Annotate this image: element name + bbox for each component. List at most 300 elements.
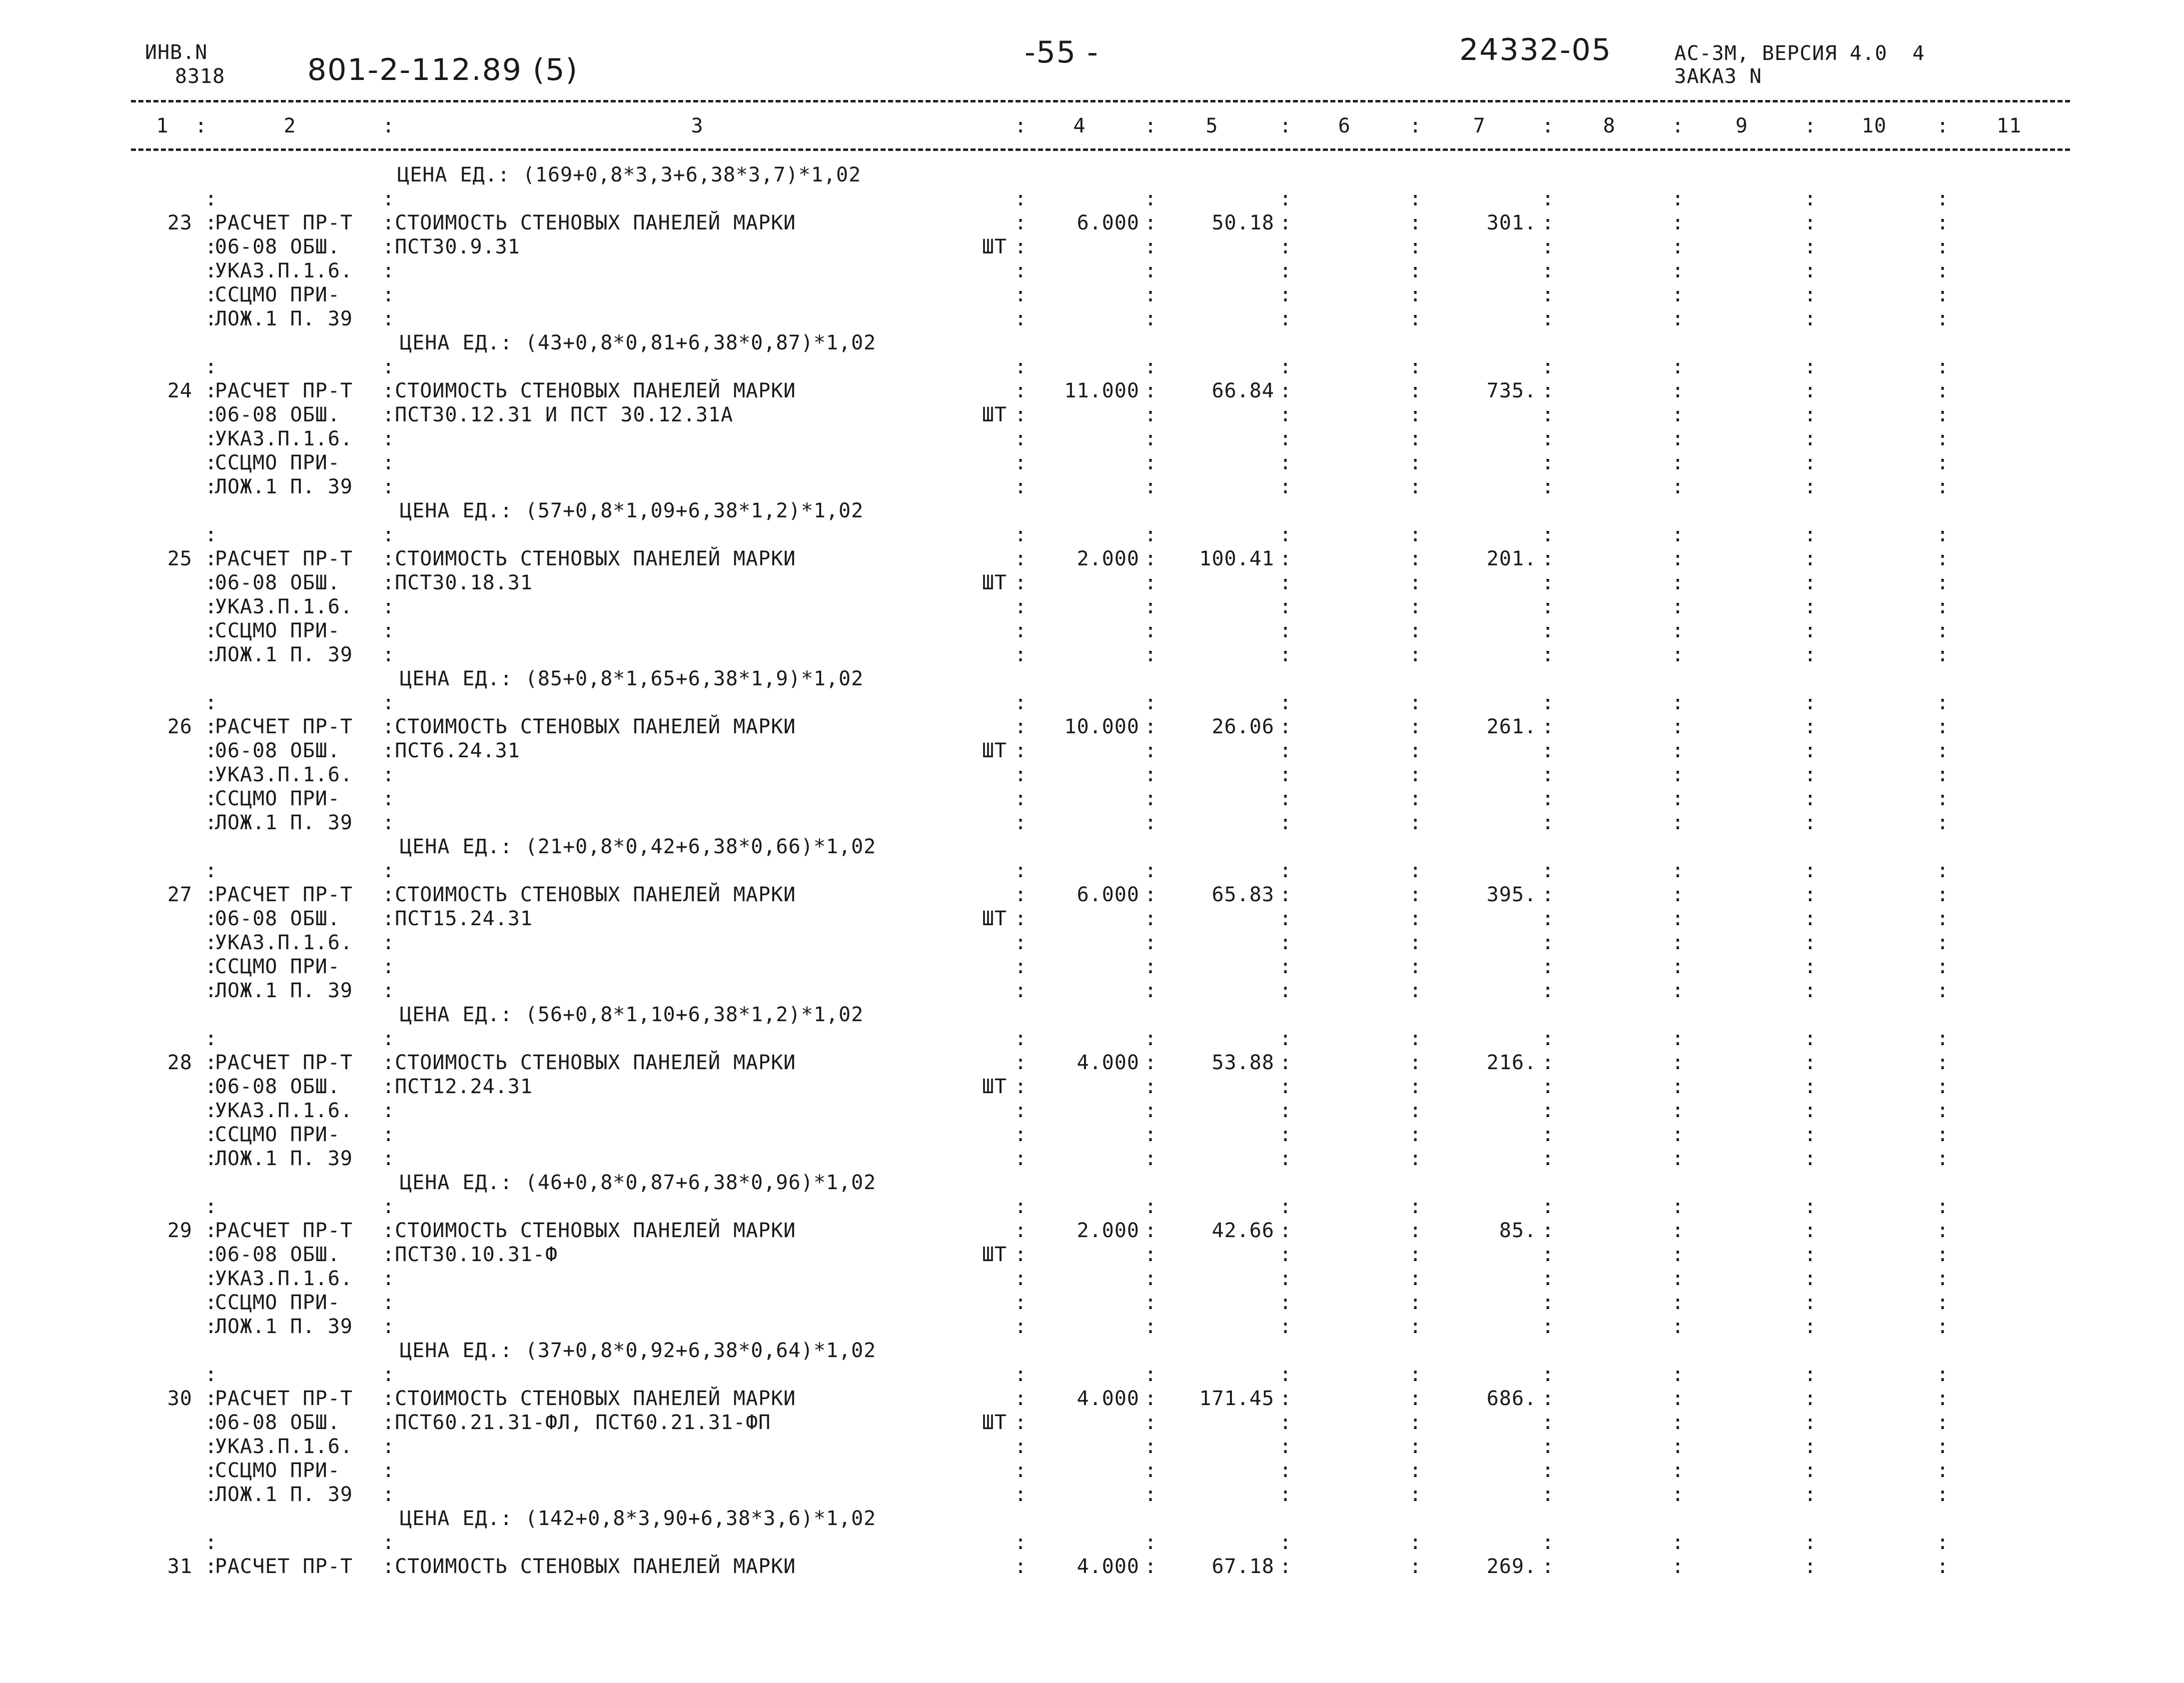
column-separator: : — [1672, 787, 1684, 810]
basis-text: 06-08 ОБШ. — [215, 403, 340, 426]
basis-text: РАСЧЕТ ПР-Т — [215, 883, 353, 906]
column-separator: : — [1279, 859, 1292, 882]
column-separator: : — [1015, 1483, 1027, 1506]
column-separator: : — [1015, 907, 1027, 930]
column-separator: : — [205, 259, 217, 282]
column-separator: : — [205, 1051, 217, 1074]
column-separator: : — [1937, 907, 1949, 930]
column-separator: : — [1937, 451, 1949, 474]
column-separator: : — [1542, 1051, 1554, 1074]
column-separator: : — [205, 1435, 217, 1458]
column-separator: : — [1937, 1483, 1949, 1506]
column-separator: : — [1672, 259, 1684, 282]
column-separator: : — [1937, 619, 1949, 642]
column-separator: : — [1672, 547, 1684, 570]
column-separator: : — [1144, 1051, 1157, 1074]
description-text: ПСТ30.18.31 — [395, 571, 533, 594]
description-text: СТОИМОСТЬ СТЕНОВЫХ ПАНЕЛЕЙ МАРКИ — [395, 1387, 796, 1410]
column-separator: : — [382, 355, 395, 378]
column-separator: : — [1144, 1363, 1157, 1386]
column-separator: : — [1542, 114, 1554, 137]
column-separator: : — [1804, 571, 1817, 594]
column-separator: : — [1144, 595, 1157, 618]
column-separator: : — [205, 235, 217, 258]
column-separator: : — [1409, 715, 1422, 738]
column-separator: : — [1672, 1363, 1684, 1386]
column-separator: : — [1279, 1195, 1292, 1218]
column-separator: : — [205, 1555, 217, 1578]
column-separator: : — [1672, 1459, 1684, 1482]
column-separator: : — [1144, 1243, 1157, 1266]
column-separator: : — [205, 1363, 217, 1386]
column-separator: : — [1542, 355, 1554, 378]
column-separator: : — [1672, 307, 1684, 330]
column-separator: : — [1144, 1531, 1157, 1554]
column-separator: : — [1672, 355, 1684, 378]
column-separator: : — [205, 811, 217, 834]
column-separator: : — [1279, 763, 1292, 786]
column-separator: : — [195, 114, 207, 137]
column-separator: : — [1409, 1027, 1422, 1050]
column-separator: : — [1542, 1291, 1554, 1314]
column-separator: : — [1015, 1411, 1027, 1434]
column-separator: : — [1409, 931, 1422, 954]
column-separator: : — [1279, 595, 1292, 618]
unit-text: ШТ — [982, 235, 1007, 258]
column-separator: : — [1542, 523, 1554, 546]
column-separator: : — [382, 595, 395, 618]
column-separator: : — [1937, 1195, 1949, 1218]
description-text: ПСТ6.24.31 — [395, 739, 520, 762]
column-separator: : — [1672, 451, 1684, 474]
basis-text: ЛОЖ.1 П. 39 — [215, 1315, 353, 1338]
column-separator: : — [1279, 403, 1292, 426]
column-separator: : — [382, 1435, 395, 1458]
column-separator: : — [205, 643, 217, 666]
column-separator: : — [1542, 1531, 1554, 1554]
column-separator: : — [1672, 715, 1684, 738]
column-separator: : — [1804, 1075, 1817, 1098]
column-separator: : — [1804, 1411, 1817, 1434]
description-text: СТОИМОСТЬ СТЕНОВЫХ ПАНЕЛЕЙ МАРКИ — [395, 883, 796, 906]
column-separator: : — [1144, 979, 1157, 1002]
column-separator: : — [1672, 1195, 1684, 1218]
document-number: 24332-05 — [1459, 32, 1612, 67]
column-separator: : — [1144, 811, 1157, 834]
column-separator: : — [1409, 1243, 1422, 1266]
column-separator: : — [1409, 403, 1422, 426]
column-separator: : — [1937, 379, 1949, 402]
column-separator: : — [1672, 691, 1684, 714]
column-separator: : — [1672, 907, 1684, 930]
quantity-value: 4.000 — [1077, 1051, 1139, 1074]
column-separator: : — [1279, 739, 1292, 762]
column-separator: : — [1804, 114, 1817, 137]
column-separator: : — [382, 643, 395, 666]
column-separator: : — [1804, 1027, 1817, 1050]
column-separator: : — [1542, 595, 1554, 618]
basis-text: ЛОЖ.1 П. 39 — [215, 1483, 353, 1506]
column-separator: : — [205, 1219, 217, 1242]
column-separator: : — [1279, 355, 1292, 378]
column-separator: : — [1279, 379, 1292, 402]
column-separator: : — [1542, 211, 1554, 234]
column-separator: : — [1804, 283, 1817, 306]
column-separator: : — [1144, 1219, 1157, 1242]
unit-text: ШТ — [982, 1075, 1007, 1098]
column-separator: : — [1144, 451, 1157, 474]
column-separator: : — [205, 355, 217, 378]
column-separator: : — [1015, 1051, 1027, 1074]
column-separator: : — [1804, 1315, 1817, 1338]
column-separator: : — [1015, 1315, 1027, 1338]
description-text: СТОИМОСТЬ СТЕНОВЫХ ПАНЕЛЕЙ МАРКИ — [395, 715, 796, 738]
description-text: СТОИМОСТЬ СТЕНОВЫХ ПАНЕЛЕЙ МАРКИ — [395, 1219, 796, 1242]
quantity-value: 4.000 — [1077, 1387, 1139, 1410]
column-separator: : — [1804, 1243, 1817, 1266]
column-separator: : — [1279, 1267, 1292, 1290]
column-separator: : — [1144, 235, 1157, 258]
column-separator: : — [1144, 1411, 1157, 1434]
column-separator: : — [1015, 1459, 1027, 1482]
column-separator: : — [382, 451, 395, 474]
column-separator: : — [1937, 283, 1949, 306]
basis-text: УКАЗ.П.1.6. — [215, 595, 353, 618]
column-separator: : — [1015, 523, 1027, 546]
column-separator: : — [382, 811, 395, 834]
quantity-value: 6.000 — [1077, 211, 1139, 234]
column-separator: : — [1144, 355, 1157, 378]
column-separator: : — [205, 619, 217, 642]
column-separator: : — [1804, 1459, 1817, 1482]
column-separator: : — [1672, 1435, 1684, 1458]
column-separator: : — [1015, 427, 1027, 450]
column-separator: : — [1937, 1027, 1949, 1050]
column-separator: : — [1409, 1195, 1422, 1218]
column-separator: : — [1409, 1483, 1422, 1506]
column-separator: : — [1279, 1123, 1292, 1146]
column-separator: : — [382, 1363, 395, 1386]
column-separator: : — [1409, 1075, 1422, 1098]
column-separator: : — [1144, 403, 1157, 426]
page-number: -55 - — [1025, 35, 1099, 70]
column-separator: : — [1937, 1363, 1949, 1386]
column-separator: : — [1542, 955, 1554, 978]
column-separator: : — [382, 211, 395, 234]
column-separator: : — [1015, 259, 1027, 282]
item-number: 24 — [167, 379, 192, 402]
column-separator: : — [1937, 355, 1949, 378]
column-separator: : — [1542, 1243, 1554, 1266]
column-separator: : — [1015, 955, 1027, 978]
column-separator: : — [1409, 1555, 1422, 1578]
column-separator: : — [1015, 283, 1027, 306]
column-separator: : — [1015, 187, 1027, 210]
column-separator: : — [205, 883, 217, 906]
column-separator: : — [1804, 1267, 1817, 1290]
column-separator: : — [1015, 763, 1027, 786]
unit-price-value: 50.18 — [1211, 211, 1274, 234]
column-separator: : — [382, 1099, 395, 1122]
column-separator: : — [1279, 691, 1292, 714]
basis-text: УКАЗ.П.1.6. — [215, 1435, 353, 1458]
column-separator: : — [1542, 571, 1554, 594]
basis-text: 06-08 ОБШ. — [215, 1243, 340, 1266]
column-separator: : — [382, 523, 395, 546]
column-separator: : — [1279, 643, 1292, 666]
column-separator: : — [1804, 523, 1817, 546]
column-separator: : — [1279, 1075, 1292, 1098]
quantity-value: 2.000 — [1077, 547, 1139, 570]
column-separator: : — [1672, 643, 1684, 666]
column-separator: : — [1937, 979, 1949, 1002]
column-separator: : — [1804, 811, 1817, 834]
column-separator: : — [1672, 931, 1684, 954]
column-separator: : — [1409, 763, 1422, 786]
column-separator: : — [1937, 114, 1949, 137]
column-separator: : — [1937, 187, 1949, 210]
quantity-value: 6.000 — [1077, 883, 1139, 906]
item-number: 28 — [167, 1051, 192, 1074]
column-separator: : — [1144, 883, 1157, 906]
column-separator: : — [1409, 355, 1422, 378]
column-separator: : — [1409, 1435, 1422, 1458]
column-separator: : — [1015, 595, 1027, 618]
column-separator: : — [205, 379, 217, 402]
column-separator: : — [1144, 643, 1157, 666]
column-separator: : — [1672, 1147, 1684, 1170]
column-separator: : — [1409, 595, 1422, 618]
column-header: 1 — [156, 114, 169, 137]
column-separator: : — [1542, 1123, 1554, 1146]
column-separator: : — [382, 427, 395, 450]
column-separator: : — [382, 619, 395, 642]
column-separator: : — [1672, 1387, 1684, 1410]
price-formula-line: ЦЕНА ЕД.: (57+0,8*1,09+6,38*1,2)*1,02 — [400, 499, 864, 522]
column-separator: : — [205, 595, 217, 618]
column-separator: : — [1542, 1195, 1554, 1218]
quantity-value: 10.000 — [1064, 715, 1139, 738]
column-header: 4 — [1073, 114, 1086, 137]
column-separator: : — [1937, 859, 1949, 882]
column-separator: : — [1937, 883, 1949, 906]
column-separator: : — [1804, 931, 1817, 954]
basis-text: 06-08 ОБШ. — [215, 907, 340, 930]
column-separator: : — [1672, 1075, 1684, 1098]
column-separator: : — [1672, 523, 1684, 546]
basis-text: ССЦМО ПРИ- — [215, 955, 340, 978]
column-separator: : — [1279, 1483, 1292, 1506]
column-separator: : — [1144, 955, 1157, 978]
column-separator: : — [1937, 235, 1949, 258]
column-separator: : — [1015, 979, 1027, 1002]
column-separator: : — [1542, 619, 1554, 642]
column-separator: : — [1937, 715, 1949, 738]
column-separator: : — [1804, 643, 1817, 666]
order-label: ЗАКАЗ N — [1674, 65, 1762, 88]
column-separator: : — [1279, 1315, 1292, 1338]
column-separator: : — [1409, 1099, 1422, 1122]
price-formula-line: ЦЕНА ЕД.: (56+0,8*1,10+6,38*1,2)*1,02 — [400, 1003, 864, 1026]
column-separator: : — [1279, 979, 1292, 1002]
column-separator: : — [1804, 355, 1817, 378]
column-separator: : — [205, 1531, 217, 1554]
quantity-value: 11.000 — [1064, 379, 1139, 402]
basis-text: РАСЧЕТ ПР-Т — [215, 211, 353, 234]
column-separator: : — [1937, 307, 1949, 330]
description-text: ПСТ30.9.31 — [395, 235, 520, 258]
total-value: 735. — [1486, 379, 1537, 402]
column-separator: : — [1542, 643, 1554, 666]
total-value: 686. — [1486, 1387, 1537, 1410]
column-separator: : — [1542, 427, 1554, 450]
unit-price-value: 65.83 — [1211, 883, 1274, 906]
program-version: АС-3М, ВЕРСИЯ 4.0 4 — [1674, 42, 1925, 65]
column-separator: : — [1409, 1267, 1422, 1290]
column-separator: : — [205, 955, 217, 978]
column-separator: : — [205, 739, 217, 762]
column-separator: : — [1144, 1555, 1157, 1578]
column-separator: : — [1804, 403, 1817, 426]
column-separator: : — [1937, 763, 1949, 786]
column-separator: : — [1409, 307, 1422, 330]
basis-text: УКАЗ.П.1.6. — [215, 931, 353, 954]
column-separator: : — [1144, 547, 1157, 570]
column-separator: : — [1409, 427, 1422, 450]
item-number: 23 — [167, 211, 192, 234]
column-separator: : — [1542, 763, 1554, 786]
basis-text: ССЦМО ПРИ- — [215, 1459, 340, 1482]
column-separator: : — [1409, 691, 1422, 714]
column-separator: : — [205, 451, 217, 474]
total-value: 261. — [1486, 715, 1537, 738]
column-separator: : — [1937, 691, 1949, 714]
column-separator: : — [1804, 595, 1817, 618]
column-separator: : — [1279, 259, 1292, 282]
column-separator: : — [1672, 427, 1684, 450]
column-separator: : — [1144, 1147, 1157, 1170]
column-separator: : — [382, 715, 395, 738]
basis-text: УКАЗ.П.1.6. — [215, 1267, 353, 1290]
column-separator: : — [1409, 1147, 1422, 1170]
column-separator: : — [1279, 571, 1292, 594]
column-separator: : — [1015, 379, 1027, 402]
column-separator: : — [1804, 1123, 1817, 1146]
column-separator: : — [382, 691, 395, 714]
column-separator: : — [1144, 571, 1157, 594]
column-separator: : — [1409, 187, 1422, 210]
column-separator: : — [1015, 475, 1027, 498]
column-separator: : — [1542, 1315, 1554, 1338]
description-text: СТОИМОСТЬ СТЕНОВЫХ ПАНЕЛЕЙ МАРКИ — [395, 547, 796, 570]
column-separator: : — [1804, 547, 1817, 570]
column-separator: : — [1279, 931, 1292, 954]
column-separator: : — [1279, 811, 1292, 834]
description-text: СТОИМОСТЬ СТЕНОВЫХ ПАНЕЛЕЙ МАРКИ — [395, 211, 796, 234]
column-separator: : — [1542, 883, 1554, 906]
unit-text: ШТ — [982, 1411, 1007, 1434]
column-separator: : — [382, 571, 395, 594]
item-number: 31 — [167, 1555, 192, 1578]
column-separator: : — [1144, 259, 1157, 282]
column-header: 2 — [283, 114, 296, 137]
column-separator: : — [1279, 235, 1292, 258]
column-separator: : — [1672, 763, 1684, 786]
column-separator: : — [1015, 211, 1027, 234]
column-separator: : — [382, 1075, 395, 1098]
column-separator: : — [1804, 475, 1817, 498]
column-separator: : — [1015, 715, 1027, 738]
column-separator: : — [1144, 715, 1157, 738]
price-formula-line: ЦЕНА ЕД.: (142+0,8*3,90+6,38*3,6)*1,02 — [400, 1507, 877, 1530]
column-separator: : — [1015, 1099, 1027, 1122]
column-separator: : — [1937, 547, 1949, 570]
column-separator: : — [382, 1051, 395, 1074]
column-separator: : — [1015, 571, 1027, 594]
column-separator: : — [1804, 787, 1817, 810]
column-separator: : — [1015, 114, 1027, 137]
description-text: ПСТ30.12.31 И ПСТ 30.12.31А — [395, 403, 734, 426]
column-separator: : — [1937, 787, 1949, 810]
column-separator: : — [1804, 1291, 1817, 1314]
unit-price-value: 67.18 — [1211, 1555, 1274, 1578]
column-separator: : — [1279, 1387, 1292, 1410]
column-separator: : — [1279, 883, 1292, 906]
column-separator: : — [1144, 1195, 1157, 1218]
basis-text: 06-08 ОБШ. — [215, 1075, 340, 1098]
column-separator: : — [1542, 907, 1554, 930]
column-separator: : — [1144, 1123, 1157, 1146]
column-separator: : — [1542, 811, 1554, 834]
description-text: СТОИМОСТЬ СТЕНОВЫХ ПАНЕЛЕЙ МАРКИ — [395, 379, 796, 402]
column-header: 3 — [691, 114, 704, 137]
column-separator: : — [382, 547, 395, 570]
column-separator: : — [1015, 883, 1027, 906]
column-separator: : — [1804, 187, 1817, 210]
column-separator: : — [1542, 787, 1554, 810]
header-bottom-rule — [131, 148, 2070, 151]
column-separator: : — [1279, 1531, 1292, 1554]
basis-text: 06-08 ОБШ. — [215, 739, 340, 762]
column-separator: : — [382, 307, 395, 330]
column-separator: : — [1672, 1555, 1684, 1578]
column-separator: : — [1279, 715, 1292, 738]
column-separator: : — [1144, 1459, 1157, 1482]
column-separator: : — [1144, 787, 1157, 810]
column-separator: : — [1144, 1027, 1157, 1050]
column-separator: : — [1542, 235, 1554, 258]
column-separator: : — [1409, 1387, 1422, 1410]
column-separator: : — [1672, 211, 1684, 234]
column-separator: : — [205, 1099, 217, 1122]
basis-text: РАСЧЕТ ПР-Т — [215, 1219, 353, 1242]
unit-price-value: 26.06 — [1211, 715, 1274, 738]
column-separator: : — [1409, 547, 1422, 570]
column-separator: : — [1015, 1195, 1027, 1218]
column-separator: : — [1937, 1387, 1949, 1410]
column-separator: : — [1279, 283, 1292, 306]
column-separator: : — [1937, 1531, 1949, 1554]
column-separator: : — [1144, 307, 1157, 330]
column-header: 10 — [1861, 114, 1887, 137]
column-separator: : — [1672, 619, 1684, 642]
column-separator: : — [1542, 1363, 1554, 1386]
column-separator: : — [382, 1459, 395, 1482]
column-separator: : — [1937, 643, 1949, 666]
column-separator: : — [1409, 859, 1422, 882]
column-separator: : — [1015, 787, 1027, 810]
project-code: 801-2-112.89 (5) — [307, 52, 578, 87]
